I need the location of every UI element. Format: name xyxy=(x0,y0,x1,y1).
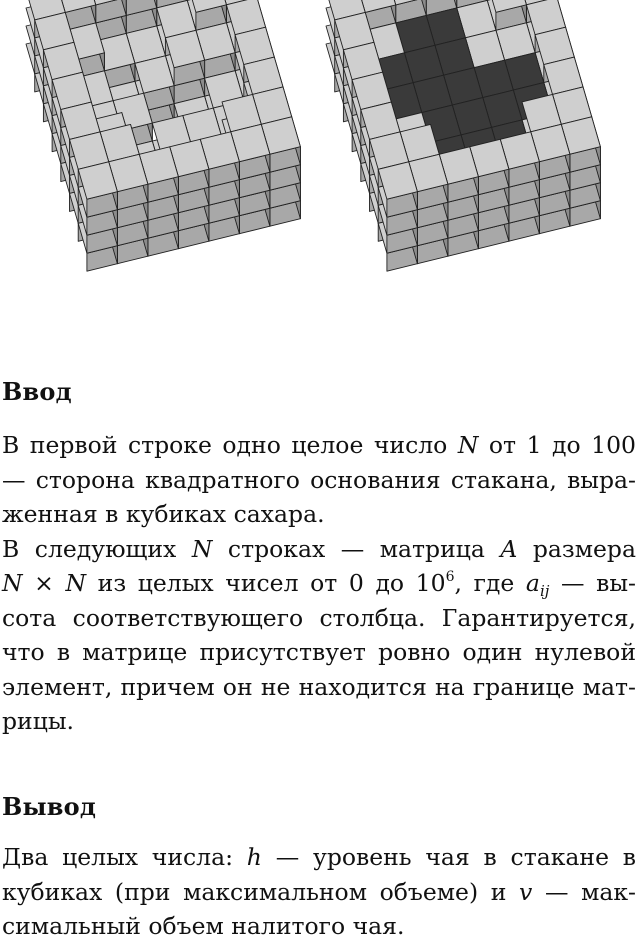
text-line xyxy=(2,566,636,601)
output-description xyxy=(2,840,636,944)
math-subscript: ij xyxy=(540,582,549,600)
text-fragment: × xyxy=(23,569,66,597)
math-variable: a xyxy=(526,569,540,597)
text-line xyxy=(2,463,636,498)
text-line xyxy=(2,497,636,532)
text-line xyxy=(2,635,636,670)
text-fragment: симальный объем налитого чая. xyxy=(2,912,404,940)
text-fragment: — мак- xyxy=(532,878,636,906)
output-heading: Вывод xyxy=(2,792,96,822)
text-fragment: — сторона квадратного основания стакана, выра- xyxy=(2,466,636,494)
text-fragment: , где xyxy=(455,569,526,597)
input-description xyxy=(2,428,636,739)
text-fragment: женная в кубиках сахара. xyxy=(2,500,325,528)
text-fragment: элемент, причем он не находится на границе мат- xyxy=(2,673,636,701)
text-fragment: — уровень чая в стакане в xyxy=(262,843,636,871)
text-fragment: от 1 до 100 xyxy=(478,431,636,459)
text-fragment: строках — матрица xyxy=(212,535,500,563)
text-line xyxy=(2,840,636,875)
text-line xyxy=(2,875,636,910)
input-heading: Ввод xyxy=(2,377,72,407)
text-fragment: В первой строке одно целое число xyxy=(2,431,458,459)
text-fragment: кубиках (при максимальном объеме) и xyxy=(2,878,519,906)
text-fragment: из целых чисел от 0 до 10 xyxy=(86,569,446,597)
text-line xyxy=(2,532,636,567)
math-variable: N xyxy=(458,431,479,459)
text-fragment: — вы- xyxy=(549,569,636,597)
text-fragment: сота соответствующего столбца. Гарантируется, xyxy=(2,604,636,632)
math-variable: N xyxy=(192,535,213,563)
text-line xyxy=(2,909,636,944)
math-variable: v xyxy=(519,878,532,906)
math-superscript: 6 xyxy=(446,569,455,585)
illustration xyxy=(0,0,638,335)
math-variable: h xyxy=(247,843,262,871)
text-fragment: В следующих xyxy=(2,535,192,563)
math-variable: N xyxy=(2,569,23,597)
text-fragment: Два целых числа: xyxy=(2,843,247,871)
sugar-cup-with-tea-figure xyxy=(319,0,638,335)
text-line xyxy=(2,428,636,463)
text-line xyxy=(2,601,636,636)
text-line xyxy=(2,670,636,705)
math-variable: A xyxy=(500,535,517,563)
text-fragment: размера xyxy=(517,535,636,563)
text-line xyxy=(2,704,636,739)
text-fragment: что в матрице присутствует ровно один нулевой xyxy=(2,638,636,666)
text-fragment: рицы. xyxy=(2,707,74,735)
math-variable: N xyxy=(66,569,87,597)
sugar-cup-empty-figure xyxy=(0,0,319,335)
